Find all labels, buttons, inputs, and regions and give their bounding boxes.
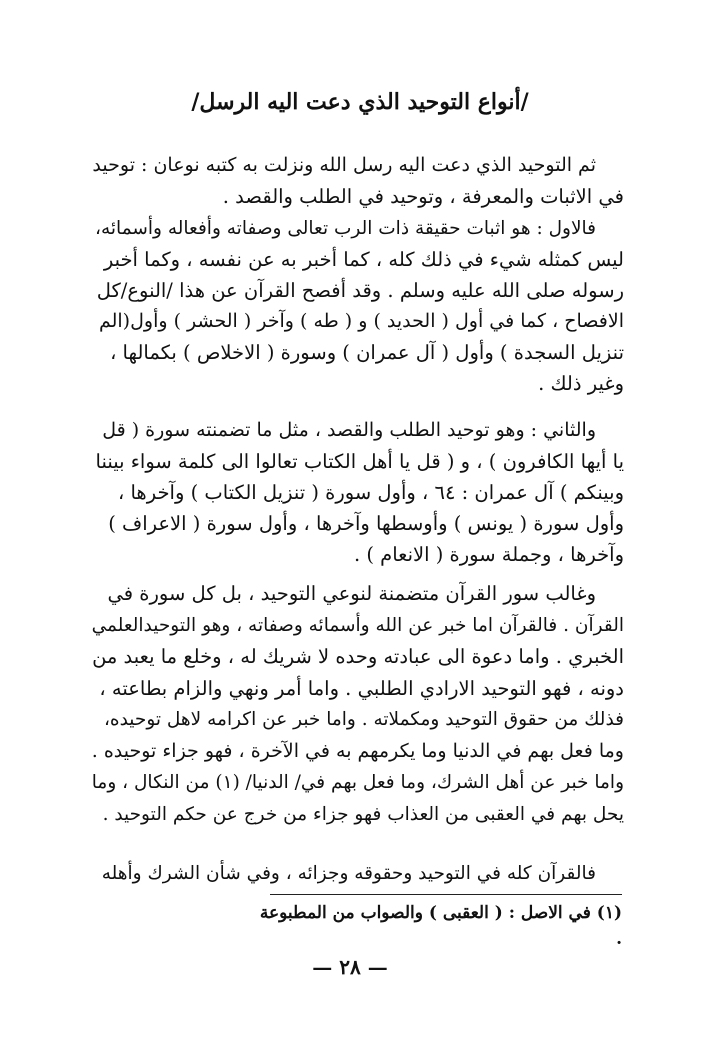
text-line: يا أيها الكافرون ) ، و ( قل يا أهل الكتاب تعالوا الى كلمة سواء بيننا [95, 450, 624, 473]
text-line: الخبري . واما دعوة الى عبادته وحده لا شريك له ، وخلع ما يعبد من [92, 645, 624, 668]
text-line: وبينكم ) آل عمران : ٦٤ ، وأول سورة ( تنزيل الكتاب ) وآخرها ، [118, 481, 624, 504]
section-heading: /أنواع التوحيد الذي دعت اليه الرسل/ [191, 89, 529, 115]
text-line: وغالب سور القرآن متضمنة لنوعي التوحيد ، بل كل سورة في [107, 582, 596, 605]
footnote-divider [270, 894, 622, 895]
text-line: ليس كمثله شيء في ذلك كله ، كما أخبر به عن نفسه ، وكما أخبر [103, 248, 624, 271]
text-line: تنزيل السجدة ) وأول ( آل عمران ) وسورة ( الاخلاص ) بكمالها ، [110, 341, 624, 364]
paragraph-5 [92, 858, 624, 889]
text-line: فالاول : هو اثبات حقيقة ذات الرب تعالى وصفاته وأفعاله وأسمائه، [95, 218, 596, 239]
text-line: واما خبر عن أهل الشرك، وما فعل بهم في/ الدنيا/ (١) من النكال ، وما [92, 772, 624, 793]
text-line: وغير ذلك . [538, 372, 624, 395]
text-line: فذلك من حقوق التوحيد ومكملاته . واما خبر عن اكرامه لاهل توحيده، [103, 709, 624, 730]
paragraph-4 [92, 578, 624, 830]
footnote: (١) في الاصل : ( العقبى ) والصواب من المطبوعة . [259, 903, 622, 949]
text-line: دونه ، فهو التوحيد الارادي الطلبي . واما أمر ونهي والزام بطاعته ، [99, 676, 624, 700]
text-line: والثاني : وهو توحيد الطلب والقصد ، مثل ما تضمنته سورة ( قل [102, 419, 596, 441]
text-line: وأول سورة ( يونس ) وأوسطها وآخرها ، وأول سورة ( الاعراف ) [108, 512, 624, 535]
paragraph-1 [92, 150, 624, 212]
paragraph-3 [92, 415, 624, 570]
text-line: القرآن . فالقرآن اما خبر عن الله وأسمائه وصفاته ، وهو التوحيدالعلمي [92, 614, 624, 636]
page-number: — ٢٨ — [312, 955, 388, 979]
text-line: فالقرآن كله في التوحيد وحقوقه وجزائه ، وفي شأن الشرك وأهله [101, 863, 596, 884]
text-line: في الاثبات والمعرفة ، وتوحيد في الطلب والقصد . [222, 185, 624, 208]
text-line: الافصاح ، كما في أول ( الحديد ) و ( طه ) وآخر ( الحشر ) وأول(الم [98, 310, 624, 332]
text-line: ثم التوحيد الذي دعت اليه رسل الله ونزلت به كتبه نوعان : توحيد [92, 154, 596, 176]
text-line: رسوله صلى الله عليه وسلم . وقد أفصح القرآن عن هذا /النوع/كل [96, 279, 624, 302]
text-line: وما فعل بهم في الدنيا وما يكرمهم به في الآخرة ، فهو جزاء توحيده . [92, 739, 624, 762]
text-line: وآخرها ، وجملة سورة ( الانعام ) . [353, 543, 624, 566]
text-line: يحل بهم في العقبى من العذاب فهو جزاء من خرج عن حكم التوحيد . [102, 803, 624, 825]
paragraph-2 [92, 213, 624, 399]
